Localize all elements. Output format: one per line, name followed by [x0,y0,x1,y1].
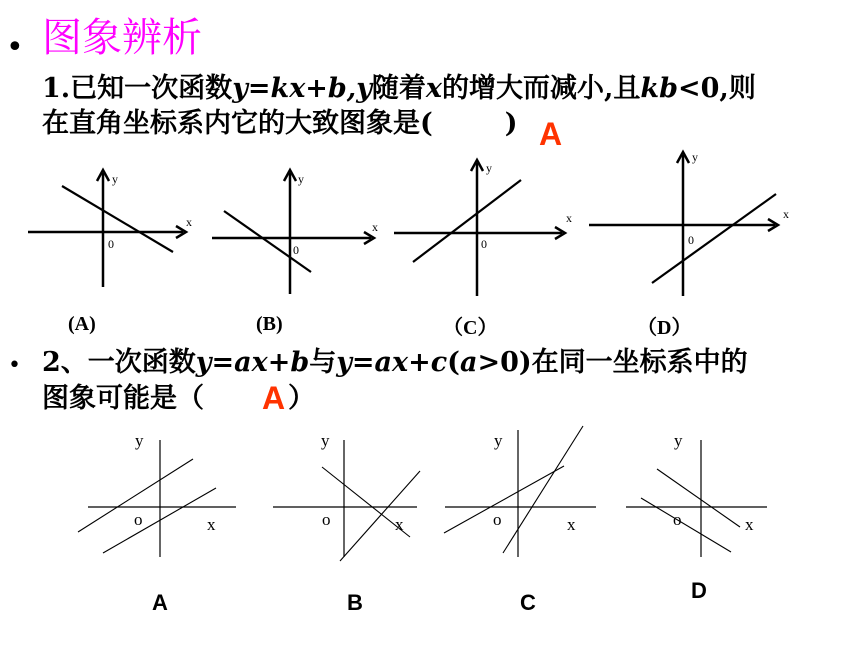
svg-text:x: x [395,515,404,534]
q1-option-c: （C） [443,317,498,339]
svg-text:x: x [566,211,572,225]
svg-text:y: y [135,431,144,450]
q2-option-a: A [152,590,168,615]
svg-text:y: y [486,161,492,175]
svg-text:y: y [112,172,118,186]
svg-text:y: y [674,431,683,450]
bullet-2: • [8,353,21,378]
svg-text:x: x [567,515,576,534]
q2-option-c: C [520,590,536,615]
q1-text-d: <0,则 [678,73,756,104]
q2-option-b: B [347,590,363,615]
svg-text:y: y [321,431,330,450]
q1-option-d: （D） [637,317,692,339]
svg-text:x: x [372,220,378,234]
q1-text-e: 在直角坐标系内它的大致图象是( [42,108,433,139]
q2-text-c: ( [447,347,460,378]
q1-formula: y=kx+b,y [232,73,372,104]
bullet-1: • [6,30,24,65]
q1-text-b: 随着 [371,73,426,104]
q1-var-kb: kb [640,73,679,104]
q2-graph-b [273,431,420,561]
q2-graph-c [444,426,596,557]
q1-var-x: x [425,73,443,104]
svg-text:x: x [207,515,216,534]
q2-option-d: D [691,578,707,603]
q2-text-d: >0)在同一坐标系中的 [477,347,748,378]
q2-var-a: a [459,347,478,378]
q1-answer: A [539,116,563,152]
svg-text:0: 0 [293,243,299,257]
svg-text:x: x [783,207,789,221]
q2-formula-1: y=ax+b [195,347,310,378]
svg-text:y: y [298,172,304,186]
svg-text:x: x [186,215,192,229]
q2-graph-d [626,431,767,557]
q1-text-c: 的增大而减小,且 [442,73,641,104]
svg-text:y: y [494,431,503,450]
q1-text-f: ) [504,108,518,139]
q1-option-b: (B) [256,313,283,335]
q2-graph-a [78,431,236,557]
page-title: 图象辨析 [42,15,202,61]
q1-text-a: 1.已知一次函数 [42,73,233,104]
svg-text:o: o [493,510,502,529]
svg-text:o: o [134,510,143,529]
q2-text-b: 与 [309,347,337,378]
q2-answer: A [262,380,286,416]
q2-formula-2: y=ax+c [336,347,448,378]
q2-text-f: ） [288,383,315,414]
svg-text:o: o [322,510,331,529]
q1-option-a: (A) [68,313,96,335]
svg-text:0: 0 [688,233,694,247]
q2-text-a: 2、一次函数 [42,347,196,378]
svg-text:x: x [745,515,754,534]
svg-text:y: y [692,150,698,164]
svg-text:o: o [673,510,682,529]
q2-text-e: 图象可能是（ [42,383,204,414]
svg-text:0: 0 [481,237,487,251]
svg-text:0: 0 [108,237,114,251]
